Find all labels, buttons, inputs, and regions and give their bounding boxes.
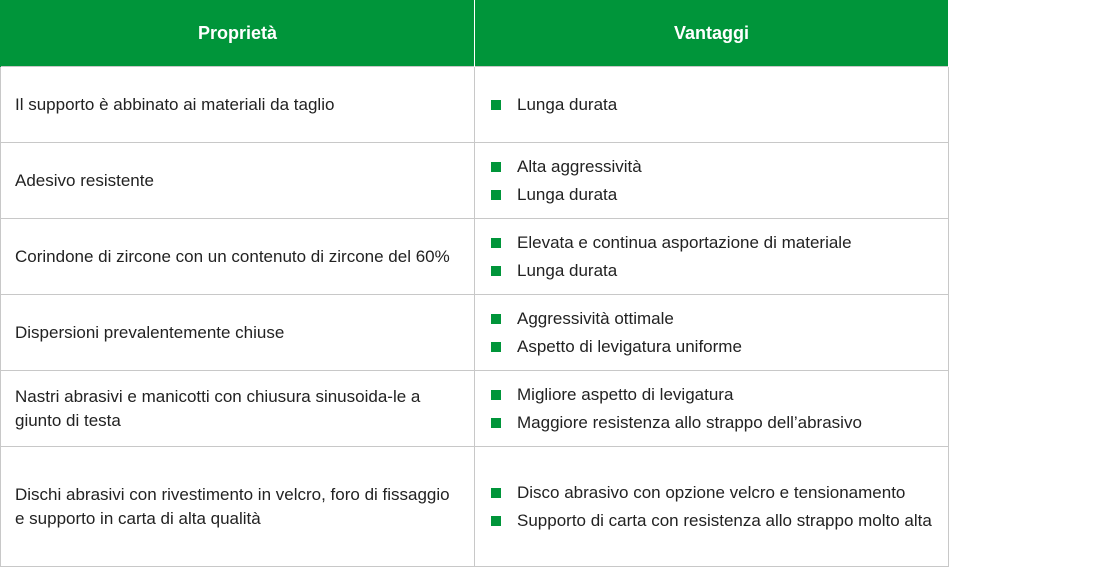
- benefit-text: Disco abrasivo con opzione velcro e tensionamento: [517, 482, 906, 502]
- table-row: [1, 371, 949, 447]
- benefits-list: [491, 231, 936, 283]
- property-cell: Dischi abrasivi con rivestimento in velcro, foro di fissaggio e supporto in carta di alta qualità: [1, 447, 475, 567]
- green-square-bullet-icon: [491, 516, 501, 526]
- table-row: [1, 295, 949, 371]
- green-square-bullet-icon: [491, 190, 501, 200]
- benefit-text: Supporto di carta con resistenza allo strappo molto alta: [517, 510, 932, 530]
- green-square-bullet-icon: [491, 162, 501, 172]
- table-row: [1, 447, 949, 567]
- benefits-list: [491, 307, 936, 359]
- benefit-text: Aspetto di levigatura uniforme: [517, 336, 742, 356]
- table-header-row: [1, 0, 949, 67]
- property-cell: Adesivo resistente: [1, 143, 475, 219]
- list-item: [491, 259, 936, 283]
- property-cell: Nastri abrasivi e manicotti con chiusura sinusoida-le a giunto di testa: [1, 371, 475, 447]
- green-square-bullet-icon: [491, 418, 501, 428]
- benefit-text: Alta aggressività: [517, 156, 642, 176]
- green-square-bullet-icon: [491, 342, 501, 352]
- table-row: [1, 219, 949, 295]
- benefits-list: [491, 93, 936, 117]
- header-benefits: Vantaggi: [475, 0, 949, 67]
- benefit-text: Elevata e continua asportazione di materiale: [517, 232, 852, 252]
- list-item: [491, 155, 936, 179]
- benefits-list: [491, 481, 936, 533]
- green-square-bullet-icon: [491, 238, 501, 248]
- property-cell: Corindone di zircone con un contenuto di zircone del 60%: [1, 219, 475, 295]
- benefit-text: Lunga durata: [517, 260, 618, 280]
- benefit-text: Lunga durata: [517, 184, 618, 204]
- benefit-text: Aggressività ottimale: [517, 308, 674, 328]
- benefits-list: [491, 155, 936, 207]
- list-item: [491, 231, 936, 255]
- list-item: [491, 335, 936, 359]
- benefit-text: Migliore aspetto di levigatura: [517, 384, 734, 404]
- benefits-cell: [475, 295, 949, 371]
- benefits-cell: [475, 67, 949, 143]
- benefits-list: [491, 383, 936, 435]
- list-item: [491, 481, 936, 505]
- benefit-text: Lunga durata: [517, 94, 618, 114]
- green-square-bullet-icon: [491, 100, 501, 110]
- table-row: [1, 143, 949, 219]
- green-square-bullet-icon: [491, 390, 501, 400]
- list-item: [491, 183, 936, 207]
- table-row: [1, 67, 949, 143]
- list-item: [491, 411, 936, 435]
- green-square-bullet-icon: [491, 314, 501, 324]
- list-item: [491, 93, 936, 117]
- property-cell: Il supporto è abbinato ai materiali da taglio: [1, 67, 475, 143]
- benefit-text: Maggiore resistenza allo strappo dell’abrasivo: [517, 412, 862, 432]
- green-square-bullet-icon: [491, 266, 501, 276]
- list-item: [491, 509, 936, 533]
- list-item: [491, 383, 936, 407]
- list-item: [491, 307, 936, 331]
- property-cell: Dispersioni prevalentemente chiuse: [1, 295, 475, 371]
- header-properties: Proprietà: [1, 0, 475, 67]
- benefits-cell: [475, 371, 949, 447]
- benefits-cell: [475, 219, 949, 295]
- benefits-cell: [475, 447, 949, 567]
- benefits-cell: [475, 143, 949, 219]
- green-square-bullet-icon: [491, 488, 501, 498]
